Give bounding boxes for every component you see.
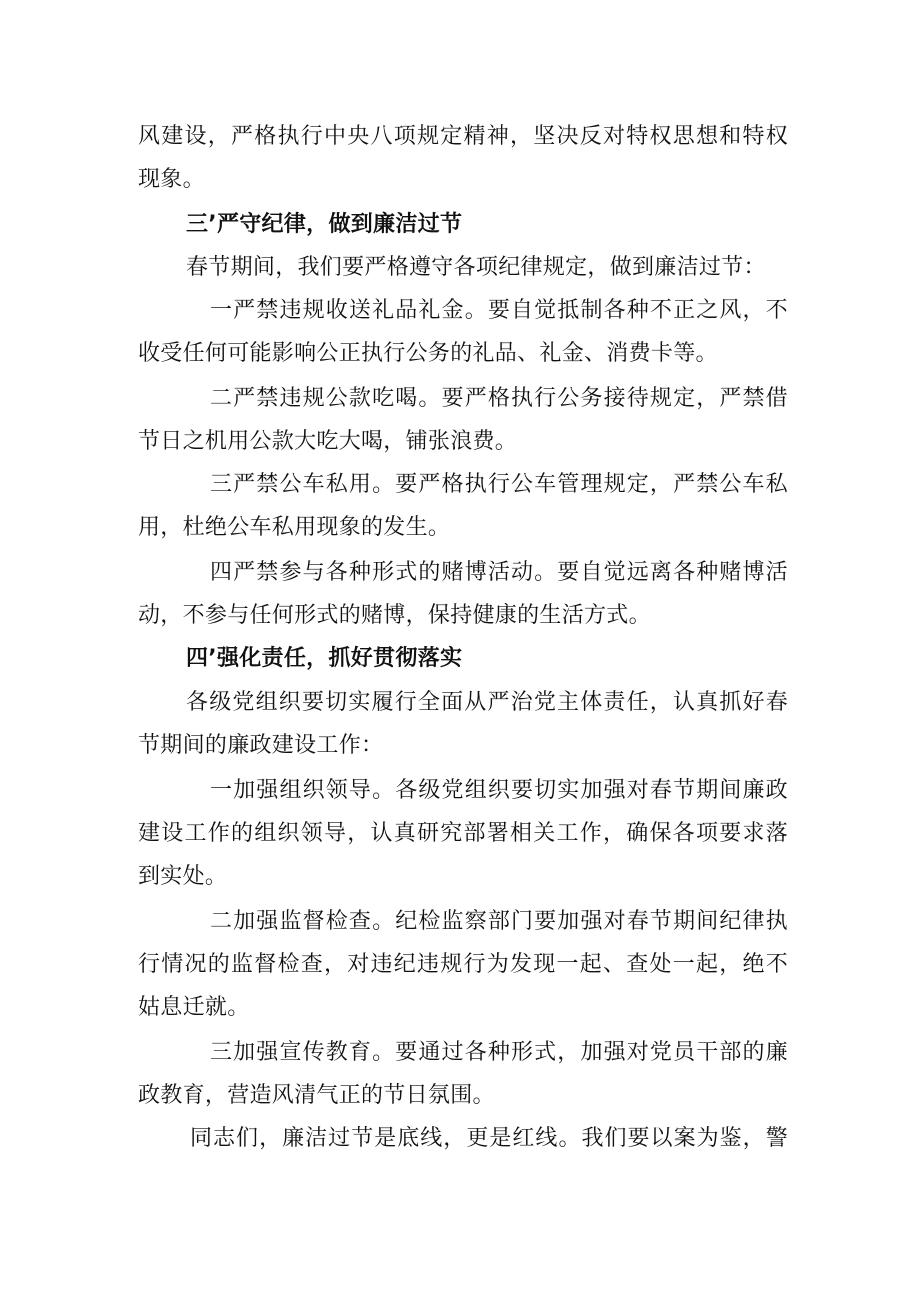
body-text-line: 各级党组织要切实履行全面从严治党主体责任，认真抓好春 xyxy=(186,690,788,715)
body-text-line: 行情况的监督检查，对违纪违规行为发现一起、查处一起，绝不 xyxy=(138,952,788,977)
list-item-text: 二加强监督检查。纪检监察部门要加强对春节期间纪律执 xyxy=(210,909,788,934)
body-text-line: 建设工作的组织领导，认真研究部署相关工作，确保各项要求落 xyxy=(138,821,788,846)
list-item-text: 四严禁参与各种形式的赌博活动。要自觉远离各种赌博活 xyxy=(210,560,788,585)
body-text-line: 收受任何可能影响公正执行公务的礼品、礼金、消费卡等。 xyxy=(138,341,718,366)
body-text-line: 节期间的廉政建设工作： xyxy=(138,733,384,758)
list-item-text: 三严禁公车私用。要严格执行公车管理规定，严禁公车私 xyxy=(210,472,788,497)
body-text-line: 节日之机用公款大吃大喝，铺张浪费。 xyxy=(138,429,518,454)
list-item-text: 三加强宣传教育。要通过各种形式，加强对党员干部的廉 xyxy=(210,1040,788,1065)
body-text-line: 政教育，营造风清气正的节日氛围。 xyxy=(138,1083,495,1108)
body-text-line: 到实处。 xyxy=(138,864,228,889)
body-text-line: 春节期间，我们要严格遵守各项纪律规定，做到廉洁过节： xyxy=(186,255,766,280)
body-text-line: 现象。 xyxy=(138,167,205,192)
body-text-line: 风建设，严格执行中央八项规定精神，坚决反对特权思想和特权 xyxy=(138,124,788,149)
body-text-line: 同志们，廉洁过节是底线，更是红线。我们要以案为鉴，警 xyxy=(190,1126,788,1151)
list-item-text: 一严禁违规收送礼品礼金。要自觉抵制各种不正之风，不 xyxy=(210,298,788,323)
section-heading-3: 三’严守纪律，做到廉洁过节 xyxy=(186,212,463,237)
body-text-line: 动，不参与任何形式的赌博，保持健康的生活方式。 xyxy=(138,603,651,628)
body-text-line: 姑息迁就。 xyxy=(138,995,250,1020)
section-heading-4: 四’强化责任，抓好贯彻落实 xyxy=(186,646,463,671)
list-item-text: 一加强组织领导。各级党组织要切实加强对春节期间廉政 xyxy=(210,778,788,803)
list-item-text: 二严禁违规公款吃喝。要严格执行公务接待规定，严禁借 xyxy=(210,386,788,411)
body-text-line: 用，杜绝公车私用现象的发生。 xyxy=(138,515,451,540)
